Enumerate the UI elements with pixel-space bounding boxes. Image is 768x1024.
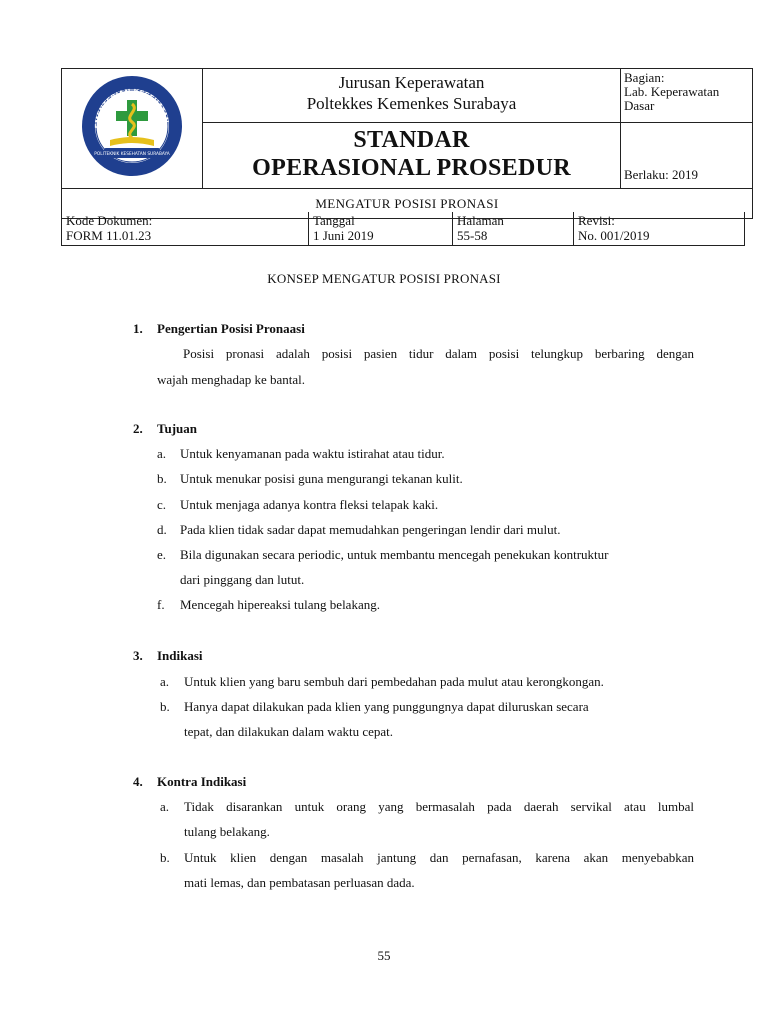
berlaku-text: Berlaku: 2019 — [624, 167, 699, 182]
paragraph-line: wajah menghadap ke bantal. — [157, 372, 305, 387]
list-item: Untuk menukar posisi guna mengurangi tekanan kulit. — [180, 471, 463, 486]
list-item: Hanya dapat dilakukan pada klien yang punggungnya dapat diluruskan secara — [184, 699, 589, 714]
meta-label: Halaman — [457, 213, 504, 228]
list-item: Bila digunakan secara periodic, untuk membantu mencegah penekukan kontruktur — [180, 547, 609, 562]
section-number: 3. — [133, 648, 143, 663]
list-item: Untuk klien yang baru sembuh dari pembedahan pada mulut atau kerongkongan. — [184, 674, 604, 689]
list-item-continuation: dari pinggang dan lutut. — [180, 572, 305, 587]
meta-label: Tanggal — [313, 213, 355, 228]
bagian-value-cont: Dasar — [624, 98, 655, 113]
bagian-label: Bagian: — [624, 70, 665, 85]
meta-label: Kode Dokumen: — [66, 213, 153, 228]
svg-text:POLITEKNIK KESEHATAN SURABAYA: POLITEKNIK KESEHATAN SURABAYA — [94, 152, 170, 157]
meta-revisi-cell — [574, 212, 745, 246]
subject-title: MENGATUR POSISI PRONASI — [315, 195, 499, 211]
bagian-cell — [621, 69, 753, 123]
svg-text:KEMENTERIAN KESEHATAN RI: EMENTERIAN KESEHATAN — [93, 87, 170, 129]
section-number: 4. — [133, 774, 143, 789]
list-item: Pada klien tidak sadar dapat memudahkan pengeringan lendir dari mulut. — [180, 522, 561, 537]
list-marker: a. — [157, 446, 167, 461]
berlaku-cell — [621, 123, 753, 189]
list-marker: b. — [160, 850, 170, 865]
list-item: Tidak disarankan untuk orang yang bermasalah pada daerah servikal atau lumbal — [184, 799, 694, 814]
document-meta-table — [61, 212, 745, 246]
sop-title-line2: OPERASIONAL PROSEDUR — [252, 155, 571, 181]
list-item: Mencegah hipereaksi tulang belakang. — [180, 597, 380, 612]
list-marker: a. — [160, 674, 170, 689]
section-title: Pengertian Posisi Pronaasi — [157, 321, 305, 336]
meta-kode-cell — [62, 212, 309, 246]
section-title: Tujuan — [157, 421, 197, 436]
document-heading: KONSEP MENGATUR POSISI PRONASI — [267, 271, 501, 286]
section-title: Indikasi — [157, 648, 203, 663]
list-marker: c. — [157, 497, 167, 512]
meta-halaman-cell — [453, 212, 574, 246]
meta-value: FORM 11.01.23 — [66, 228, 152, 243]
sop-header-table — [61, 68, 753, 219]
list-item-continuation: mati lemas, dan pembatasan perluasan dada. — [184, 875, 415, 890]
institution-cell — [203, 69, 621, 123]
list-marker: a. — [160, 799, 170, 814]
section-number: 2. — [133, 421, 143, 436]
institution-subname: Poltekkes Kemenkes Surabaya — [306, 94, 517, 113]
meta-tanggal-cell — [309, 212, 453, 246]
list-marker: e. — [157, 547, 167, 562]
list-item: Untuk menjaga adanya kontra fleksi telapak kaki. — [180, 497, 439, 512]
list-item: Untuk klien dengan masalah jantung dan pernafasan, karena akan menyebabkan — [184, 850, 694, 865]
meta-value: No. 001/2019 — [578, 228, 650, 243]
meta-label: Revisi: — [578, 213, 615, 228]
sop-title-line1: STANDAR — [353, 127, 470, 153]
list-item-continuation: tepat, dan dilakukan dalam waktu cepat. — [184, 724, 394, 739]
list-item-continuation: tulang belakang. — [184, 824, 270, 839]
list-item: Untuk kenyamanan pada waktu istirahat atau tidur. — [180, 446, 445, 461]
institution-logo-icon — [80, 74, 184, 178]
list-marker: b. — [160, 699, 170, 714]
section-number: 1. — [133, 321, 143, 336]
logo-cell — [62, 69, 203, 189]
list-marker: f. — [157, 597, 165, 612]
page-number: 55 — [377, 948, 391, 963]
meta-value: 55-58 — [457, 228, 488, 243]
paragraph-line: Posisi pronasi adalah posisi pasien tidur dalam posisi telungkup berbaring dengan — [183, 346, 694, 361]
list-marker: b. — [157, 471, 167, 486]
institution-name: Jurusan Keperawatan — [338, 73, 485, 92]
sop-title-cell — [203, 123, 621, 189]
bagian-value: Lab. Keperawatan — [624, 84, 720, 99]
meta-value: 1 Juni 2019 — [313, 228, 374, 243]
section-title: Kontra Indikasi — [157, 774, 247, 789]
list-marker: d. — [157, 522, 167, 537]
